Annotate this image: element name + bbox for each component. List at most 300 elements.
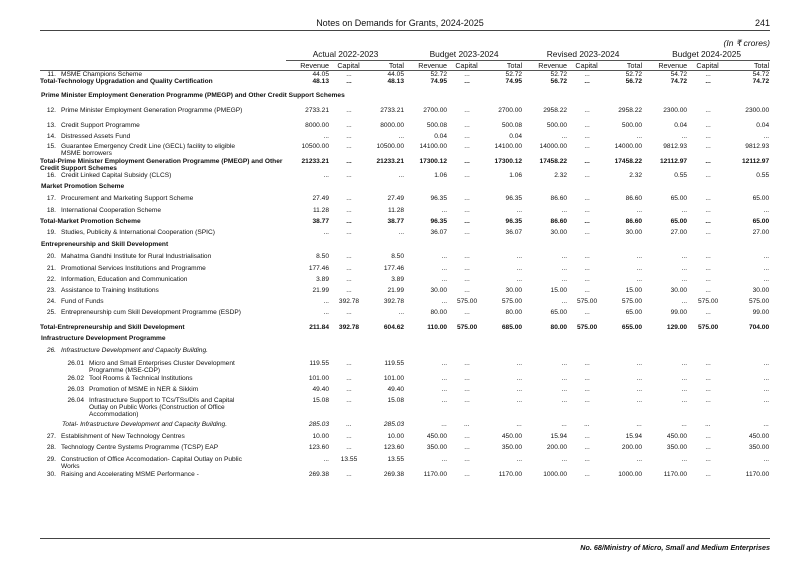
capital-value: ... <box>705 253 711 261</box>
revenue-value: 36.07 <box>430 229 448 237</box>
item-name: Assistance to Training Institutions <box>61 287 159 295</box>
revenue-value: 0.55 <box>674 172 688 180</box>
total-value: 285.03 <box>383 421 405 429</box>
item-name: Infrastructure Development and Capacity Building. <box>61 347 208 355</box>
total-label: Total- Infrastructure Development and Capacity Building. <box>62 421 228 429</box>
total-value: ... <box>516 375 523 383</box>
row-label <box>40 253 286 265</box>
revenue-value: 86.60 <box>550 218 568 226</box>
revenue-value: ... <box>323 456 329 464</box>
col-revenue: Revenue <box>405 61 448 71</box>
total-value: ... <box>516 386 523 394</box>
revenue-value: 10.00 <box>312 433 329 441</box>
capital-value: 13.55 <box>340 456 358 464</box>
revenue-value: ... <box>323 133 329 141</box>
capital-value: ... <box>464 71 470 78</box>
item-number: 16. <box>46 172 56 180</box>
table-row <box>40 287 770 298</box>
capital-value: ... <box>705 309 711 317</box>
capital-value: ... <box>346 71 352 78</box>
revenue-value: 123.60 <box>308 444 329 452</box>
revenue-value: ... <box>441 276 448 284</box>
capital-value: ... <box>705 456 711 464</box>
row-label <box>40 276 286 287</box>
total-value: ... <box>516 456 523 464</box>
revenue-value: 450.00 <box>426 433 448 441</box>
revenue-value: 14000.00 <box>539 143 568 151</box>
total-value: ... <box>516 265 523 273</box>
revenue-value: 2300.00 <box>663 107 688 115</box>
revenue-value: ... <box>681 397 688 405</box>
total-value: 15.00 <box>625 287 643 295</box>
revenue-value: 38.77 <box>312 218 329 226</box>
total-value: 500.08 <box>501 122 523 130</box>
col-revenue: Revenue <box>286 61 330 71</box>
revenue-value: ... <box>681 375 688 383</box>
total-value: ... <box>516 360 523 368</box>
capital-value: ... <box>346 253 352 261</box>
item-number: 20. <box>46 253 56 261</box>
revenue-value: 269.38 <box>308 471 329 479</box>
revenue-value: 500.08 <box>426 122 448 130</box>
item-number: 27. <box>46 433 56 441</box>
capital-value: ... <box>584 375 590 383</box>
capital-value: ... <box>705 195 711 203</box>
row-label <box>40 287 286 298</box>
revenue-value: ... <box>441 207 448 215</box>
item-number: 11. <box>47 71 56 78</box>
revenue-value: 11.28 <box>312 207 329 215</box>
column-group-header-row <box>40 49 770 61</box>
row-label <box>40 421 286 433</box>
revenue-value: ... <box>441 456 448 464</box>
revenue-value: 27.00 <box>670 229 688 237</box>
capital-value: ... <box>346 207 352 215</box>
total-value: 1170.00 <box>745 471 770 479</box>
revenue-value: ... <box>561 386 568 394</box>
section-heading-row <box>40 335 770 347</box>
row-label <box>40 143 286 158</box>
total-value: 9812.93 <box>745 143 770 151</box>
revenue-value: ... <box>323 172 329 180</box>
revenue-value: ... <box>681 207 688 215</box>
capital-value: ... <box>584 78 590 86</box>
item-name: Guarantee Emergency Credit Line (GECL) facility to eligible MSME borrowers <box>61 143 236 158</box>
item-number: 30. <box>46 471 56 479</box>
row-label <box>40 107 286 122</box>
col-total: Total <box>606 61 643 71</box>
capital-value: ... <box>705 133 711 141</box>
revenue-value: ... <box>441 421 448 429</box>
capital-value: ... <box>705 78 711 86</box>
total-value: 65.00 <box>625 309 643 317</box>
capital-value: ... <box>584 172 590 180</box>
revenue-value: ... <box>681 133 688 141</box>
total-value: 54.72 <box>752 71 770 78</box>
revenue-value: 285.03 <box>308 421 329 429</box>
group-revised-2023-2024: Revised 2023-2024 <box>523 49 643 61</box>
capital-value: ... <box>346 309 352 317</box>
total-value: 10.00 <box>387 433 405 441</box>
revenue-value: ... <box>561 265 568 273</box>
capital-value: ... <box>346 375 352 383</box>
section-title: Infrastructure Development Programme <box>41 335 166 343</box>
capital-value: 575.00 <box>698 298 719 306</box>
total-label: Total-Technology Upgradation and Quality Certification <box>40 78 213 86</box>
revenue-value: ... <box>561 133 568 141</box>
total-value: 74.72 <box>752 78 770 86</box>
capital-value: ... <box>584 107 590 115</box>
item-number: 15. <box>46 143 56 151</box>
capital-value: ... <box>464 229 470 237</box>
col-total: Total <box>486 61 523 71</box>
capital-value: ... <box>584 360 590 368</box>
table-row <box>40 444 770 456</box>
section-heading-row <box>40 92 770 107</box>
empty-cell <box>523 347 568 360</box>
capital-value: ... <box>464 78 470 86</box>
capital-value: ... <box>464 287 470 295</box>
row-label <box>40 195 286 207</box>
group-actual-2022-2023: Actual 2022-2023 <box>286 49 405 61</box>
item-name: Promotion of MSME in NER & Sikkim <box>89 386 199 394</box>
col-capital: Capital <box>568 61 606 71</box>
item-number: 26.01 <box>67 360 84 368</box>
revenue-value: ... <box>561 207 568 215</box>
section-title: Prime Minister Employment Generation Programme (PMEGP) and Other Credit Support Schemes <box>41 92 345 100</box>
revenue-value: 48.13 <box>312 78 329 86</box>
document-title: Notes on Demands for Grants, 2024-2025 <box>316 18 484 28</box>
demands-table <box>40 49 770 481</box>
table-row <box>40 471 770 481</box>
revenue-value: 80.00 <box>550 324 568 332</box>
total-value: 49.40 <box>387 386 405 394</box>
capital-value: ... <box>584 122 590 130</box>
total-value: 8000.00 <box>380 122 405 130</box>
item-name: Tool Rooms & Technical Institutions <box>89 375 193 383</box>
total-value: 30.00 <box>625 229 643 237</box>
revenue-value: ... <box>323 298 329 306</box>
item-number: 25. <box>46 309 56 317</box>
revenue-value: 200.00 <box>546 444 568 452</box>
revenue-value: 2.32 <box>554 172 568 180</box>
revenue-value: ... <box>561 360 568 368</box>
table-row <box>40 386 770 397</box>
row-label <box>40 207 286 218</box>
capital-value: ... <box>705 386 711 394</box>
revenue-value: 80.00 <box>430 309 448 317</box>
revenue-value: 56.72 <box>550 78 568 86</box>
table-row <box>40 195 770 207</box>
total-value: ... <box>636 375 643 383</box>
revenue-value: ... <box>441 360 448 368</box>
total-value: 11.28 <box>388 207 405 215</box>
revenue-value: 129.00 <box>666 324 688 332</box>
item-name: Prime Minister Employment Generation Programme (PMEGP) <box>61 107 243 115</box>
total-value: 2.32 <box>629 172 643 180</box>
capital-value: ... <box>346 107 352 115</box>
total-value: 99.00 <box>752 309 770 317</box>
total-value: 96.35 <box>505 195 523 203</box>
col-total: Total <box>368 61 405 71</box>
revenue-value: 65.00 <box>670 195 688 203</box>
revenue-value: 110.00 <box>427 324 448 332</box>
total-value: ... <box>763 133 770 141</box>
item-name: Procurement and Marketing Support Scheme <box>61 195 194 203</box>
total-value: ... <box>763 253 770 261</box>
total-value: 575.00 <box>748 298 770 306</box>
capital-value: ... <box>346 122 352 130</box>
total-value: ... <box>636 360 643 368</box>
item-number: 26. <box>46 347 56 355</box>
section-heading-row <box>40 183 770 195</box>
row-label <box>40 265 286 276</box>
item-name: Information, Education and Communication <box>61 276 188 284</box>
revenue-value: ... <box>681 421 688 429</box>
revenue-value: 27.49 <box>312 195 329 203</box>
total-value: ... <box>636 253 643 261</box>
total-value: 30.00 <box>752 287 770 295</box>
revenue-value: 74.72 <box>670 78 688 86</box>
total-value: 80.00 <box>505 309 523 317</box>
revenue-value: 65.00 <box>670 218 688 226</box>
item-name: Micro and Small Enterprises Cluster Development Programme (MSE-CDP) <box>89 360 235 375</box>
section-heading-row <box>40 241 770 253</box>
revenue-value: 101.00 <box>308 375 329 383</box>
total-value: 36.07 <box>505 229 523 237</box>
capital-value: 575.00 <box>698 324 719 332</box>
table-row <box>40 375 770 386</box>
total-value: ... <box>636 386 643 394</box>
capital-value: ... <box>584 253 590 261</box>
revenue-value: 86.60 <box>550 195 568 203</box>
revenue-value: 52.72 <box>430 71 448 78</box>
capital-value: ... <box>584 397 590 405</box>
total-value: ... <box>763 360 770 368</box>
capital-value: 392.78 <box>338 324 360 332</box>
capital-value: ... <box>705 444 711 452</box>
table-row <box>40 71 770 79</box>
total-value: 96.35 <box>505 218 523 226</box>
total-value: ... <box>516 397 523 405</box>
capital-value: ... <box>464 195 470 203</box>
total-value: ... <box>516 253 523 261</box>
revenue-value: 65.00 <box>550 309 568 317</box>
capital-value: ... <box>464 218 470 226</box>
revenue-value: 2700.00 <box>423 107 448 115</box>
item-name: Establishment of New Technology Centres <box>61 433 185 441</box>
total-value: 655.00 <box>621 324 643 332</box>
revenue-value: ... <box>441 298 448 306</box>
col-capital: Capital <box>448 61 486 71</box>
empty-cell <box>286 347 330 360</box>
capital-value: ... <box>346 287 352 295</box>
capital-value: ... <box>346 386 352 394</box>
total-value: ... <box>636 265 643 273</box>
item-name: Credit Linked Capital Subsidy (CLCS) <box>61 172 172 180</box>
capital-value: ... <box>464 207 470 215</box>
total-value: 17300.12 <box>494 158 523 166</box>
total-value: 0.55 <box>756 172 770 180</box>
row-label <box>40 397 286 421</box>
item-number: 12. <box>46 107 56 115</box>
capital-value: ... <box>464 253 470 261</box>
total-value: ... <box>763 265 770 273</box>
capital-value: ... <box>584 386 590 394</box>
table-row <box>40 309 770 324</box>
col-capital: Capital <box>330 61 368 71</box>
capital-value: ... <box>705 172 711 180</box>
table-row <box>40 133 770 143</box>
total-value: 14100.00 <box>494 143 523 151</box>
capital-value: ... <box>705 276 711 284</box>
revenue-value: 10500.00 <box>301 143 329 151</box>
total-value: ... <box>763 397 770 405</box>
revenue-value: ... <box>441 397 448 405</box>
revenue-value: 9812.93 <box>663 143 688 151</box>
row-label <box>40 309 286 324</box>
capital-value: ... <box>705 397 711 405</box>
page-number: 241 <box>754 18 770 28</box>
capital-value: ... <box>346 444 352 452</box>
total-value: 0.04 <box>509 133 523 141</box>
capital-value: ... <box>584 207 590 215</box>
revenue-value: ... <box>681 360 688 368</box>
total-value: ... <box>398 133 405 141</box>
capital-value: ... <box>346 78 352 86</box>
total-value: ... <box>636 456 643 464</box>
total-value: 86.60 <box>625 195 643 203</box>
table-row <box>40 172 770 183</box>
empty-cell <box>606 347 643 360</box>
col-capital: Capital <box>688 61 728 71</box>
revenue-value: 17458.22 <box>539 158 568 166</box>
item-name: Credit Support Programme <box>61 122 140 130</box>
table-row <box>40 347 770 360</box>
capital-value: ... <box>464 172 470 180</box>
revenue-value: ... <box>561 397 568 405</box>
item-name: Infrastructure Support to TCs/TSs/DIs and Capital Outlay on Public Works (Construction of Office Accommodation) <box>89 397 235 419</box>
total-value: 13.55 <box>387 456 405 464</box>
row-label <box>40 386 286 397</box>
revenue-value: 54.72 <box>670 71 688 78</box>
capital-value: ... <box>346 143 352 151</box>
capital-value: ... <box>346 195 352 203</box>
capital-value: ... <box>346 276 352 284</box>
total-value: 44.05 <box>387 71 405 78</box>
row-label <box>40 229 286 241</box>
total-value: ... <box>516 276 523 284</box>
total-value: ... <box>763 456 770 464</box>
total-value: ... <box>636 397 643 405</box>
revenue-value: 1.06 <box>434 172 448 180</box>
item-number: 23. <box>46 287 56 295</box>
capital-value: ... <box>464 122 470 130</box>
capital-value: ... <box>464 133 470 141</box>
total-label: Total-Market Promotion Scheme <box>40 218 141 226</box>
group-budget-2023-2024: Budget 2023-2024 <box>405 49 523 61</box>
section-title: Entrepreneurship and Skill Development <box>41 241 169 249</box>
capital-value: ... <box>584 433 590 441</box>
empty-cell <box>448 347 486 360</box>
total-value: ... <box>516 207 523 215</box>
revenue-value: 2958.22 <box>543 107 568 115</box>
total-value: 1170.00 <box>498 471 523 479</box>
total-value: ... <box>398 229 405 237</box>
total-value: 101.00 <box>383 375 405 383</box>
empty-cell <box>643 347 688 360</box>
total-value: 177.46 <box>383 265 405 273</box>
total-value: 27.00 <box>752 229 770 237</box>
capital-value: ... <box>464 433 470 441</box>
revenue-value: ... <box>681 276 688 284</box>
total-value: ... <box>636 133 643 141</box>
total-row <box>40 78 770 92</box>
revenue-value: 74.95 <box>430 78 448 86</box>
capital-value: ... <box>464 386 470 394</box>
capital-value: ... <box>346 218 352 226</box>
item-name: Fund of Funds <box>61 298 104 306</box>
capital-value: ... <box>584 195 590 203</box>
revenue-value: 21.99 <box>312 287 329 295</box>
revenue-value: 99.00 <box>670 309 688 317</box>
capital-value: ... <box>346 265 352 273</box>
empty-cell <box>330 347 368 360</box>
capital-value: ... <box>464 265 470 273</box>
capital-value: ... <box>464 360 470 368</box>
total-value: 10500.00 <box>376 143 405 151</box>
item-number: 24. <box>46 298 56 306</box>
table-row <box>40 298 770 309</box>
capital-value: ... <box>464 444 470 452</box>
revenue-value: ... <box>561 253 568 261</box>
header-rule <box>40 30 770 31</box>
total-value: 450.00 <box>748 433 770 441</box>
capital-value: ... <box>464 143 470 151</box>
capital-value: ... <box>464 421 470 429</box>
table-row <box>40 360 770 375</box>
revenue-value: ... <box>561 456 568 464</box>
total-value: 269.38 <box>383 471 405 479</box>
capital-value: ... <box>584 71 590 78</box>
revenue-value: 1170.00 <box>663 471 688 479</box>
total-value: 2700.00 <box>498 107 523 115</box>
row-label <box>40 375 286 386</box>
total-row <box>40 421 770 433</box>
total-value: 604.62 <box>383 324 405 332</box>
total-value: 200.00 <box>621 444 643 452</box>
total-value: 500.00 <box>621 122 643 130</box>
units-note: (In ₹ crores) <box>723 38 770 48</box>
row-label <box>40 158 286 172</box>
empty-cell <box>728 347 770 360</box>
empty-cell <box>688 347 728 360</box>
revenue-value: 96.35 <box>430 195 448 203</box>
revenue-value: 15.00 <box>550 287 568 295</box>
total-value: 2733.21 <box>380 107 405 115</box>
revenue-value: ... <box>681 265 688 273</box>
revenue-value: ... <box>441 386 448 394</box>
total-value: 575.00 <box>501 298 523 306</box>
capital-value: ... <box>584 265 590 273</box>
revenue-value: 21233.21 <box>301 158 329 166</box>
row-label <box>40 456 286 471</box>
capital-value: ... <box>584 276 590 284</box>
capital-value: ... <box>346 158 352 166</box>
item-number: 28. <box>46 444 56 452</box>
revenue-value: ... <box>681 253 688 261</box>
item-number: 26.04 <box>67 397 84 405</box>
